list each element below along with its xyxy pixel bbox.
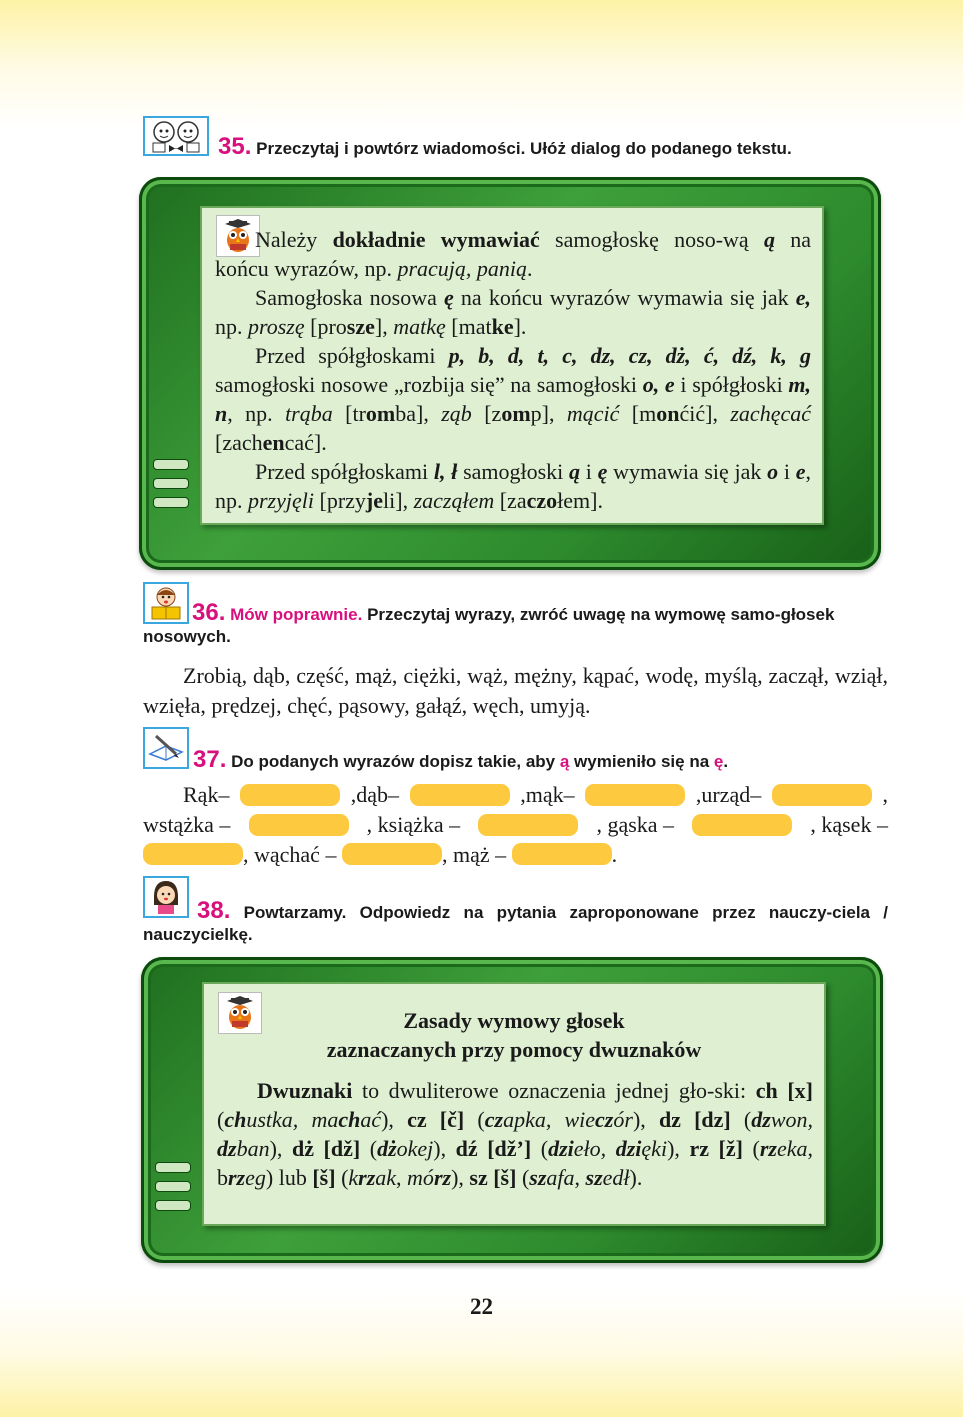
answer-blank[interactable]	[585, 784, 685, 806]
ex37-line-3: , wąchać – , mąż – .	[143, 840, 617, 870]
ex37-line-2: wstążka – , książka – , gąska – , kąsek –	[143, 812, 888, 837]
answer-blank[interactable]	[240, 784, 340, 806]
ex35-board	[139, 177, 881, 570]
ex38-board	[141, 957, 883, 1263]
ex35-text-panel	[200, 206, 824, 525]
rule-paragraph-1: Należy dokładnie wymawiać samogłoskę noso-wą ą na końcu wyrazów, np. pracują, panią.	[215, 227, 811, 281]
exercise-number: 38.	[197, 897, 231, 924]
ex35-instruction: Przeczytaj i powtórz wiadomości. Ułóż dialog do podanego tekstu.	[256, 139, 792, 158]
ex35-rule-text	[215, 225, 811, 515]
page-number: 22	[470, 1294, 493, 1319]
answer-blank[interactable]	[410, 784, 510, 806]
answer-blank[interactable]	[478, 814, 578, 836]
board-buttons	[153, 459, 189, 508]
box-title: Zasady wymowy głosek zaznaczanych przy pomocy dwuznaków	[326, 1008, 702, 1062]
ex35-heading	[218, 133, 888, 160]
two-children-icon	[143, 116, 209, 156]
ex36-instruction: Przeczytaj wyrazy, zwróć uwagę na wymowę samo-głosek nosowych.	[143, 605, 835, 646]
rule-paragraph-3: Przed spółgłoskami p, b, d, t, c, dz, cz, dż, ć, dź, k, g samogłoski nosowe „rozbija się” na samogłoski o, e i spółgłoski m, n, np. trąba [tromba], ząb [zomp], mącić [monćić], zachęcać [zachencać].	[215, 343, 812, 455]
ex38-instruction: Powtarzamy. Odpowiedz na pytania zaproponowane przez nauczy-ciela / nauczycielkę.	[143, 903, 888, 944]
exercise-number: 36.	[192, 599, 226, 626]
answer-blank[interactable]	[772, 784, 872, 806]
ex37-heading: 37. Do podanych wyrazów dopisz takie, aby ą wymieniło się na ę.	[193, 746, 729, 773]
ex36-heading	[143, 599, 888, 648]
answer-blank[interactable]	[512, 843, 612, 865]
notebook-pencil-icon	[143, 727, 189, 769]
answer-blank[interactable]	[692, 814, 792, 836]
ex38-rule-text: Dwuznaki to dwuliterowe oznaczenia jednej gło-ski: ch [x] (chustka, machać), cz [č] (czapka, wieczór), dz [dz] (dzwon, dzban), dż [dž] (dżokej), dź [dž’] (dzieło, dzięki), rz [ž] (rzeka, brzeg) lub [š] (krzak, mórz), sz [š] (szafa, szedł).	[217, 1078, 814, 1190]
answer-blank[interactable]	[342, 843, 442, 865]
rule-paragraph-2: Samogłoska nosowa ę na końcu wyrazów wymawia się jak e, np. proszę [prosze], matkę [matke].	[215, 285, 811, 339]
ex36-instruction-highlight: Mów poprawnie.	[230, 605, 363, 624]
ex38-text-panel	[202, 982, 826, 1226]
exercise-number: 37.	[193, 746, 227, 773]
ex38-heading	[143, 897, 888, 946]
rule-paragraph-4: Przed spółgłoskami l, ł samogłoski ą i ę wymawia się jak o i e, np. przyjęli [przyjeli], zacząłem [zaczołem].	[215, 459, 811, 513]
exercise-number: 35.	[218, 133, 252, 160]
answer-blank[interactable]	[143, 843, 243, 865]
ex36-words: Zrobią, dąb, część, mąż, ciężki, wąż, mężny, kąpać, wodę, myślą, zaczął, wziął, wzięła, prędzej, chęć, pąsowy, gałąź, węch, umyją.	[143, 663, 888, 718]
board-buttons	[155, 1162, 191, 1211]
ex37-line-1: Rąk– ,dąb– ,mąk– ,urząd– ,	[183, 782, 888, 807]
answer-blank[interactable]	[249, 814, 349, 836]
